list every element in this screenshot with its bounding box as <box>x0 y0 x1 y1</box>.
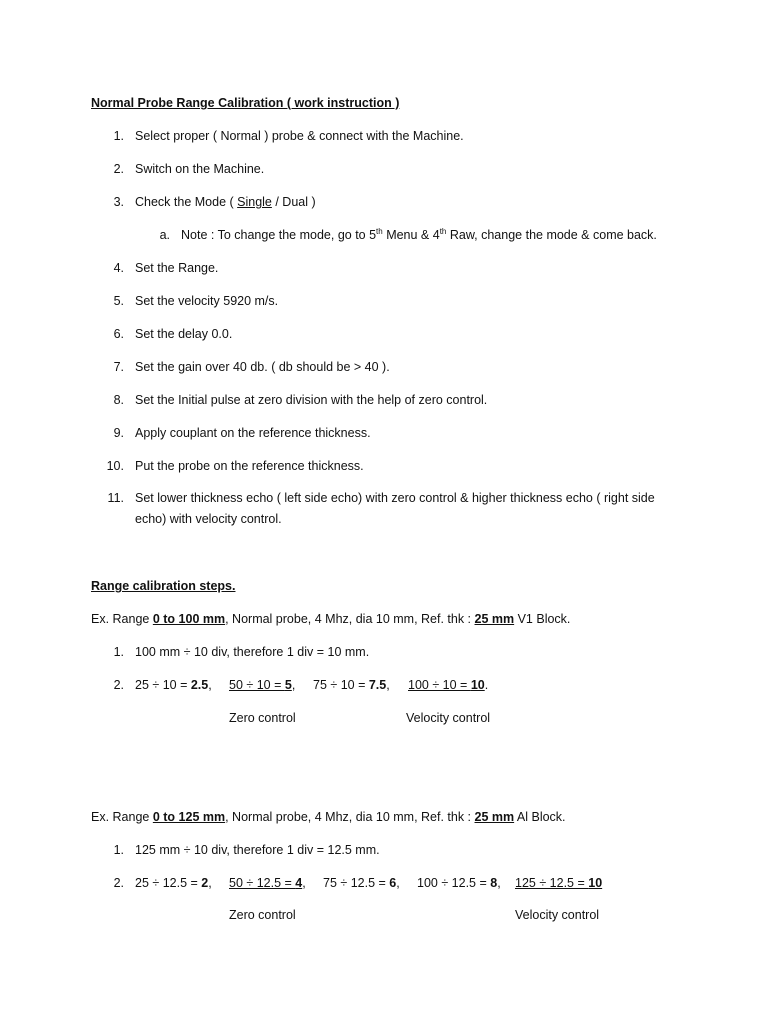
velocity-control-label: Velocity control <box>406 711 491 725</box>
result-value: 5 <box>284 678 292 692</box>
list-number: 4. <box>113 261 124 275</box>
list-text: Switch on the Machine. <box>135 162 265 176</box>
calc-item <box>515 875 602 891</box>
list-text: Set the gain over 40 db. ( db should be > 40 ). <box>135 360 390 374</box>
list-number: 2. <box>113 678 124 692</box>
list-number: 7. <box>113 360 124 374</box>
list-number: 11. <box>107 491 124 505</box>
text-run: , <box>396 876 400 890</box>
text-run: , <box>291 678 296 692</box>
text-run: , Normal probe, 4 Mhz, dia 10 mm, Ref. thk : <box>225 612 475 626</box>
underlined-text: 50 ÷ 10 = <box>229 678 285 692</box>
list-text: Set the velocity 5920 m/s. <box>135 294 279 308</box>
range-value: 0 to 100 mm <box>152 612 226 626</box>
calc-item <box>313 677 390 693</box>
text-run: 75 ÷ 12.5 = <box>323 876 390 890</box>
text-run: , <box>386 678 390 692</box>
list-number: 10. <box>106 459 124 473</box>
calc-item <box>135 677 212 693</box>
velocity-control-label: Velocity control <box>515 908 600 922</box>
calc-item <box>229 677 295 693</box>
result-value: 2.5 <box>190 678 209 692</box>
zero-control-label: Zero control <box>229 711 296 725</box>
page-title: Normal Probe Range Calibration ( work instruction ) <box>91 96 400 110</box>
list-number: 2. <box>113 876 124 890</box>
underlined-text: 100 ÷ 10 = <box>408 678 471 692</box>
list-text: Set the Range. <box>135 261 219 275</box>
text-run: Ex. Range <box>91 612 153 626</box>
list-number: 9. <box>113 426 124 440</box>
text-run: 75 ÷ 10 = <box>313 678 369 692</box>
zero-control-label: Zero control <box>229 908 296 922</box>
text-run: Raw, change the mode & come back. <box>446 228 657 242</box>
list-text-continuation: echo) with velocity control. <box>135 512 282 526</box>
calc-item <box>408 677 488 693</box>
text-run: , Normal probe, 4 Mhz, dia 10 mm, Ref. thk : <box>225 810 475 824</box>
list-text: Select proper ( Normal ) probe & connect with the Machine. <box>135 129 464 143</box>
example-line <box>91 611 570 627</box>
text-run: 100 ÷ 12.5 = <box>417 876 491 890</box>
text-run: , <box>208 678 212 692</box>
list-number: 3. <box>113 195 124 209</box>
list-number: 6. <box>113 327 124 341</box>
text-run: Menu & 4 <box>382 228 440 242</box>
text-run: 25 ÷ 10 = <box>135 678 191 692</box>
text-run: Note : To change the mode, go to 5 <box>181 228 377 242</box>
text-run: Al Block. <box>514 810 566 824</box>
underlined-text: Single <box>237 195 272 209</box>
result-value: 8 <box>490 876 498 890</box>
list-text: Set the Initial pulse at zero division with the help of zero control. <box>135 393 488 407</box>
result-value: 6 <box>389 876 397 890</box>
superscript: th <box>439 226 447 236</box>
text-run: . <box>484 678 489 692</box>
list-text: 100 mm ÷ 10 div, therefore 1 div = 10 mm. <box>135 645 370 659</box>
result-value: 10 <box>470 678 485 692</box>
text-run: , <box>302 876 306 890</box>
thickness-value: 25 mm <box>474 810 515 824</box>
calc-item <box>323 875 400 891</box>
result-value: 10 <box>588 876 603 890</box>
calc-item <box>229 875 306 891</box>
list-letter: a. <box>159 228 170 242</box>
list-number: 2. <box>113 162 124 176</box>
range-value: 0 to 125 mm <box>152 810 226 824</box>
text-run: , <box>497 876 501 890</box>
text-run: / Dual ) <box>271 195 316 209</box>
list-text: Put the probe on the reference thickness. <box>135 459 364 473</box>
list-number: 1. <box>113 129 124 143</box>
list-text: Set the delay 0.0. <box>135 327 233 341</box>
result-value: 4 <box>295 876 303 890</box>
text-run: V1 Block. <box>514 612 571 626</box>
list-text <box>181 227 657 243</box>
result-value: 2 <box>201 876 209 890</box>
example-line <box>91 809 566 825</box>
list-text: 125 mm ÷ 10 div, therefore 1 div = 12.5 mm. <box>135 843 380 857</box>
underlined-text: 125 ÷ 12.5 = <box>515 876 589 890</box>
list-text: Apply couplant on the reference thickness. <box>135 426 371 440</box>
list-number: 5. <box>113 294 124 308</box>
section-heading: Range calibration steps. <box>91 579 236 593</box>
calc-item <box>135 875 212 891</box>
text-run: Ex. Range <box>91 810 153 824</box>
list-text: Set lower thickness echo ( left side echo) with zero control & higher thickness echo ( right side <box>135 491 655 505</box>
calc-item <box>417 875 501 891</box>
list-number: 1. <box>113 645 124 659</box>
list-number: 8. <box>113 393 124 407</box>
text-run: Check the Mode ( <box>135 195 238 209</box>
thickness-value: 25 mm <box>474 612 515 626</box>
text-run: 25 ÷ 12.5 = <box>135 876 202 890</box>
result-value: 7.5 <box>368 678 387 692</box>
list-number: 1. <box>113 843 124 857</box>
list-text <box>135 194 316 210</box>
text-run: , <box>208 876 212 890</box>
underlined-text: 50 ÷ 12.5 = <box>229 876 296 890</box>
superscript: th <box>376 226 383 236</box>
